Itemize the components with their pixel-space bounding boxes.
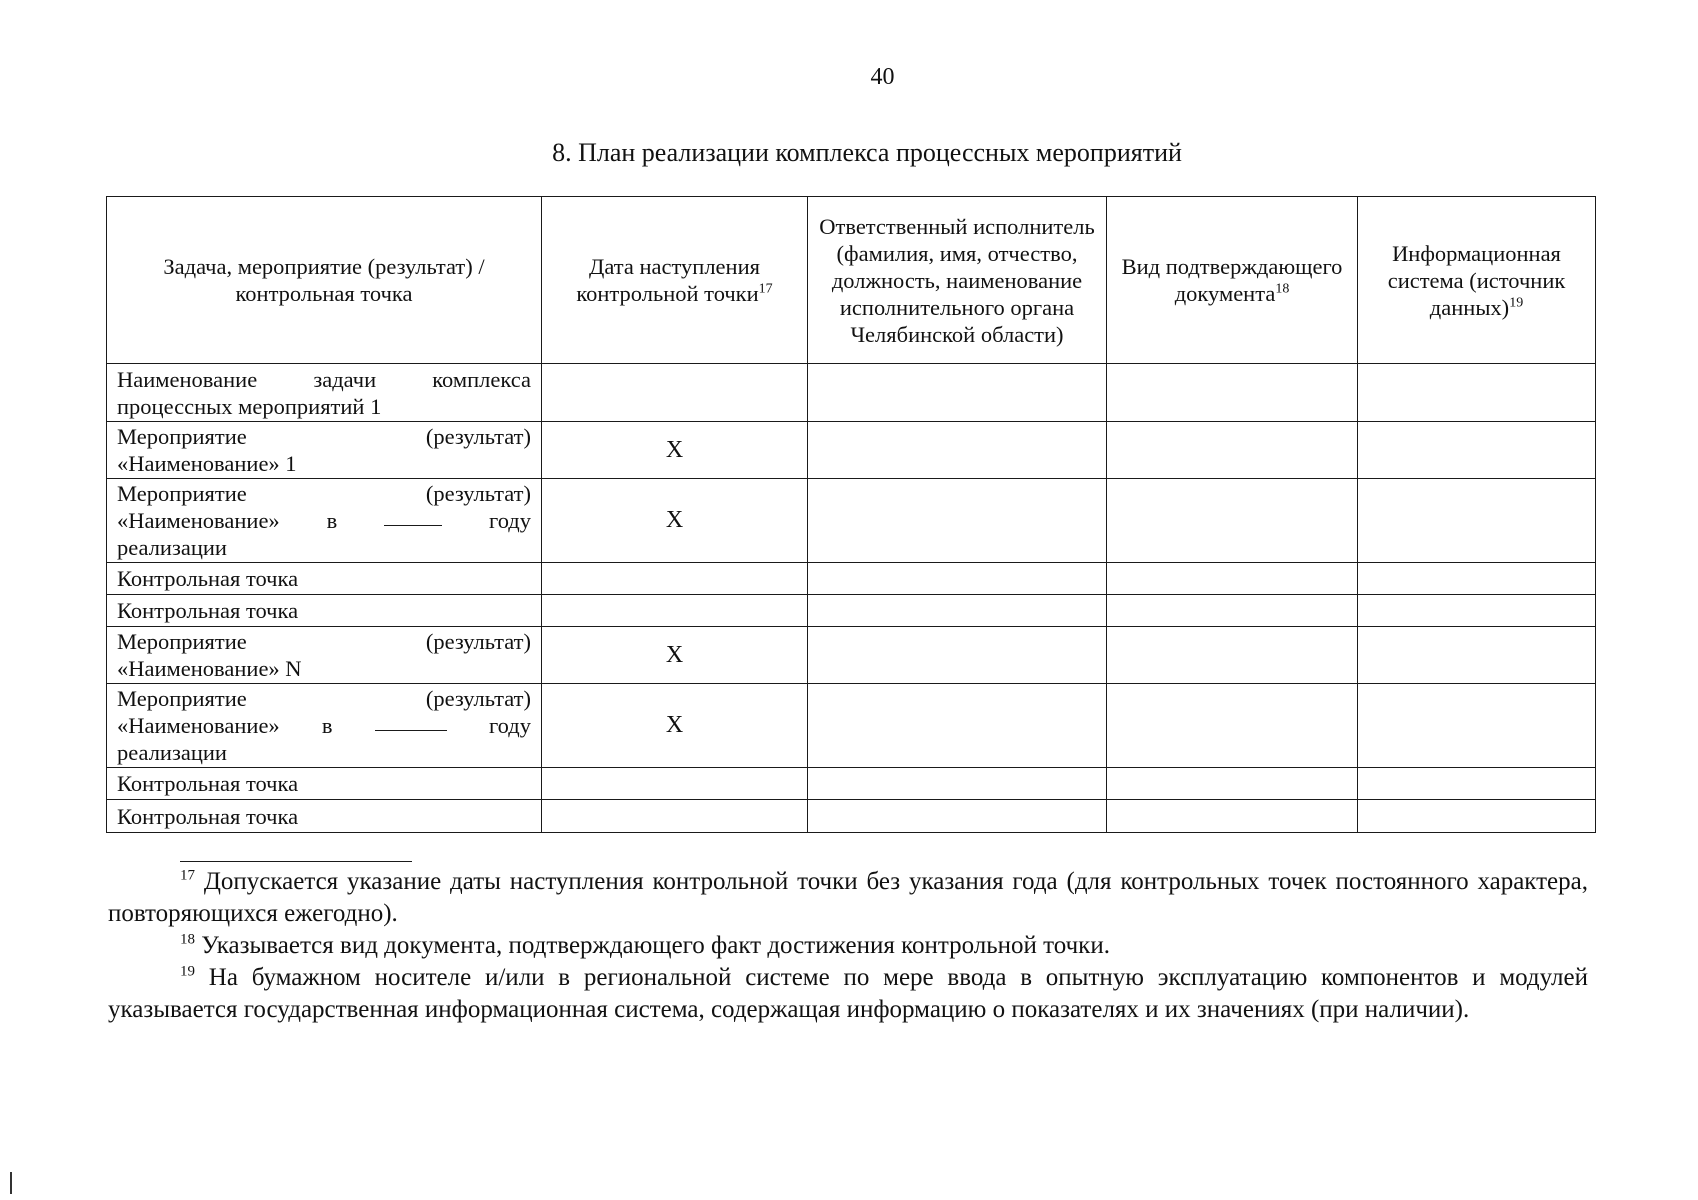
checkpoint-cell: Контрольная точка [107, 563, 542, 595]
info-system-cell [1358, 627, 1596, 684]
responsible-cell [808, 684, 1107, 768]
document-type-cell [1107, 768, 1358, 800]
date-cell: X [542, 479, 808, 563]
date-cell [542, 768, 808, 800]
year-blank [384, 507, 442, 526]
date-cell [542, 364, 808, 422]
document-type-cell [1107, 595, 1358, 627]
activity-year-cell: Мероприятие (результат) «Наименование» в году реализации [107, 479, 542, 563]
info-system-cell [1358, 800, 1596, 833]
info-system-cell [1358, 768, 1596, 800]
date-cell [542, 595, 808, 627]
info-system-cell [1358, 595, 1596, 627]
table-row [107, 479, 1596, 563]
plan-table [106, 196, 1596, 833]
footnotes [108, 866, 1588, 1026]
document-type-cell [1107, 563, 1358, 595]
responsible-cell [808, 768, 1107, 800]
header-responsible: Ответственный исполнитель (фамилия, имя, отчество, должность, наименование исполнительного органа Челябинской области) [808, 197, 1107, 364]
responsible-cell [808, 595, 1107, 627]
responsible-cell [808, 364, 1107, 422]
date-cell [542, 800, 808, 833]
date-cell: X [542, 627, 808, 684]
task-name-line1: Наименование задачи комплекса [117, 366, 531, 392]
date-cell: X [542, 422, 808, 479]
checkpoint-cell: Контрольная точка [107, 768, 542, 800]
info-system-cell [1358, 422, 1596, 479]
header-info-system: Информационная система (источник данных)$^{19}$ [1358, 197, 1596, 364]
header-document-type: Вид подтверждающего документа$^{18}$ [1107, 197, 1358, 364]
table-row [107, 563, 1596, 595]
document-type-cell [1107, 684, 1358, 768]
table-header-row [107, 197, 1596, 364]
responsible-cell [808, 627, 1107, 684]
task-name-cell: Наименование задачи комплекса процессных мероприятий 1 [107, 364, 542, 422]
table-row [107, 627, 1596, 684]
document-type-cell [1107, 422, 1358, 479]
table-row [107, 422, 1596, 479]
document-type-cell [1107, 800, 1358, 833]
activity-cell: Мероприятие (результат) «Наименование» N [107, 627, 542, 684]
checkpoint-cell: Контрольная точка [107, 800, 542, 833]
year-blank [375, 712, 447, 731]
section-title: 8. План реализации комплекса процессных мероприятий [552, 138, 1182, 167]
info-system-cell [1358, 479, 1596, 563]
scan-mark [10, 1172, 12, 1194]
responsible-cell [808, 563, 1107, 595]
document-type-cell [1107, 479, 1358, 563]
responsible-cell [808, 800, 1107, 833]
info-system-cell [1358, 563, 1596, 595]
document-type-cell [1107, 627, 1358, 684]
table-row [107, 595, 1596, 627]
table-row [107, 364, 1596, 422]
responsible-cell [808, 479, 1107, 563]
footnote-divider [180, 861, 412, 862]
date-cell: X [542, 684, 808, 768]
activity-cell: Мероприятие (результат) «Наименование» 1 [107, 422, 542, 479]
header-date: Дата наступления контрольной точки$^{17}$ [542, 197, 808, 364]
page-number: 40 [870, 64, 895, 90]
header-task: Задача, мероприятие (результат) / контрольная точка [107, 197, 542, 364]
footnote-18: $^{18}$ Указывается вид документа, подтверждающего факт достижения контрольной точки. [180, 931, 1110, 959]
footnote-17: $^{17}$ Допускается указание даты наступления контрольной точки без указания года (для контрольных точек постоянного характера, повторяющихся ежегодно). [108, 867, 1588, 927]
responsible-cell [808, 422, 1107, 479]
table-row [107, 800, 1596, 833]
date-cell [542, 563, 808, 595]
footnote-19: $^{19}$ На бумажном носителе и/или в региональной системе по мере ввода в опытную эксплуатацию компонентов и модулей указывается государственная информационная система, содержащая информацию о показателях и их значениях (при наличии). [108, 963, 1588, 1023]
info-system-cell [1358, 364, 1596, 422]
activity-year-cell: Мероприятие (результат) «Наименование» в году реализации [107, 684, 542, 768]
table-row [107, 768, 1596, 800]
table-row [107, 684, 1596, 768]
info-system-cell [1358, 684, 1596, 768]
checkpoint-cell: Контрольная точка [107, 595, 542, 627]
document-type-cell [1107, 364, 1358, 422]
